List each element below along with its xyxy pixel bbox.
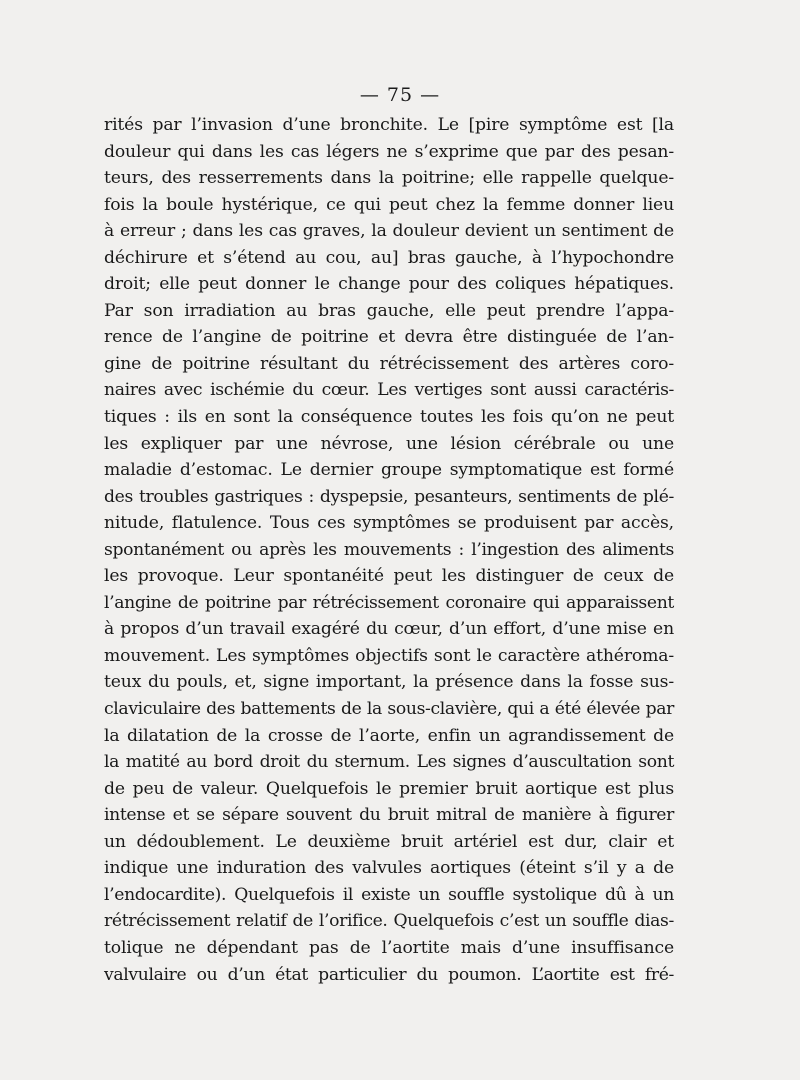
text-line: douleur qui dans les cas légers ne s’exprime que par des pesan- xyxy=(104,141,674,162)
text-line: intense et se sépare souvent du bruit mitral de manière à figurer xyxy=(104,805,674,826)
text-line: rités par l’invasion d’une bronchite. Le [pire symptôme est [la xyxy=(104,115,674,135)
text-line: rence de l’angine de poitrine et devra être distinguée de l’an- xyxy=(104,327,674,348)
text-line: spontanément ou après les mouvements : l’ingestion des aliments xyxy=(104,539,674,560)
text-line: des troubles gastriques : dyspepsie, pesanteurs, sentiments de plé- xyxy=(104,486,674,507)
text-line: claviculaire des battements de la sous-clavière, qui a été élevée par xyxy=(104,699,674,720)
text-line: mouvement. Les symptômes objectifs sont le caractère athéroma- xyxy=(104,645,674,666)
text-line: indique une induration des valvules aortiques (éteint s’il y a de xyxy=(104,858,674,879)
text-line: gine de poitrine résultant du rétrécissement des artères coro- xyxy=(104,353,674,374)
text-line: naires avec ischémie du cœur. Les vertiges sont aussi caractéris- xyxy=(104,380,674,401)
text-line: l’angine de poitrine par rétrécissement coronaire qui apparaissent xyxy=(104,592,674,613)
text-line: la dilatation de la crosse de l’aorte, enfin un agrandissement de xyxy=(104,725,674,746)
text-line: un dédoublement. Le deuxième bruit artériel est dur, clair et xyxy=(104,831,674,852)
text-line: rétrécissement relatif de l’orifice. Quelquefois c’est un souffle dias- xyxy=(104,911,674,932)
text-line: l’endocardite). Quelquefois il existe un souffle systolique dû à un xyxy=(104,884,674,905)
text-line: de peu de valeur. Quelquefois le premier bruit aortique est plus xyxy=(104,778,674,799)
text-line: fois la boule hystérique, ce qui peut chez la femme donner lieu xyxy=(104,194,674,215)
text-line: tolique ne dépendant pas de l’aortite mais d’une insuffisance xyxy=(104,937,674,958)
text-line: maladie d’estomac. Le dernier groupe symptomatique est formé xyxy=(104,460,674,481)
text-line: les expliquer par une névrose, une lésion cérébrale ou une xyxy=(104,433,674,454)
text-line: à propos d’un travail exagéré du cœur, d’un effort, d’une mise en xyxy=(104,619,674,640)
text-line: valvulaire ou d’un état particulier du poumon. L’aortite est fré- xyxy=(104,964,674,985)
text-line: à erreur ; dans les cas graves, la douleur devient un sentiment de xyxy=(104,221,674,242)
text-line: droit; elle peut donner le change pour des coliques hépatiques. xyxy=(104,274,674,295)
text-line: les provoque. Leur spontanéité peut les distinguer de ceux de xyxy=(104,566,674,587)
text-line: tiques : ils en sont la conséquence toutes les fois qu’on ne peut xyxy=(104,407,674,428)
text-line: teurs, des resserrements dans la poitrine; elle rappelle quelque- xyxy=(104,168,674,189)
body-text xyxy=(104,112,674,988)
text-line: nitude, flatulence. Tous ces symptômes se produisent par accès, xyxy=(104,513,674,534)
text-line: la matité au bord droit du sternum. Les signes d’auscultation sont xyxy=(104,752,674,773)
text-line: Par son irradiation au bras gauche, elle peut prendre l’appa- xyxy=(104,300,674,321)
text-line: déchirure et s’étend au cou, au] bras gauche, à l’hypochondre xyxy=(104,247,674,268)
text-line: teux du pouls, et, signe important, la présence dans la fosse sus- xyxy=(104,672,674,693)
page-number: — 75 — xyxy=(359,84,441,106)
